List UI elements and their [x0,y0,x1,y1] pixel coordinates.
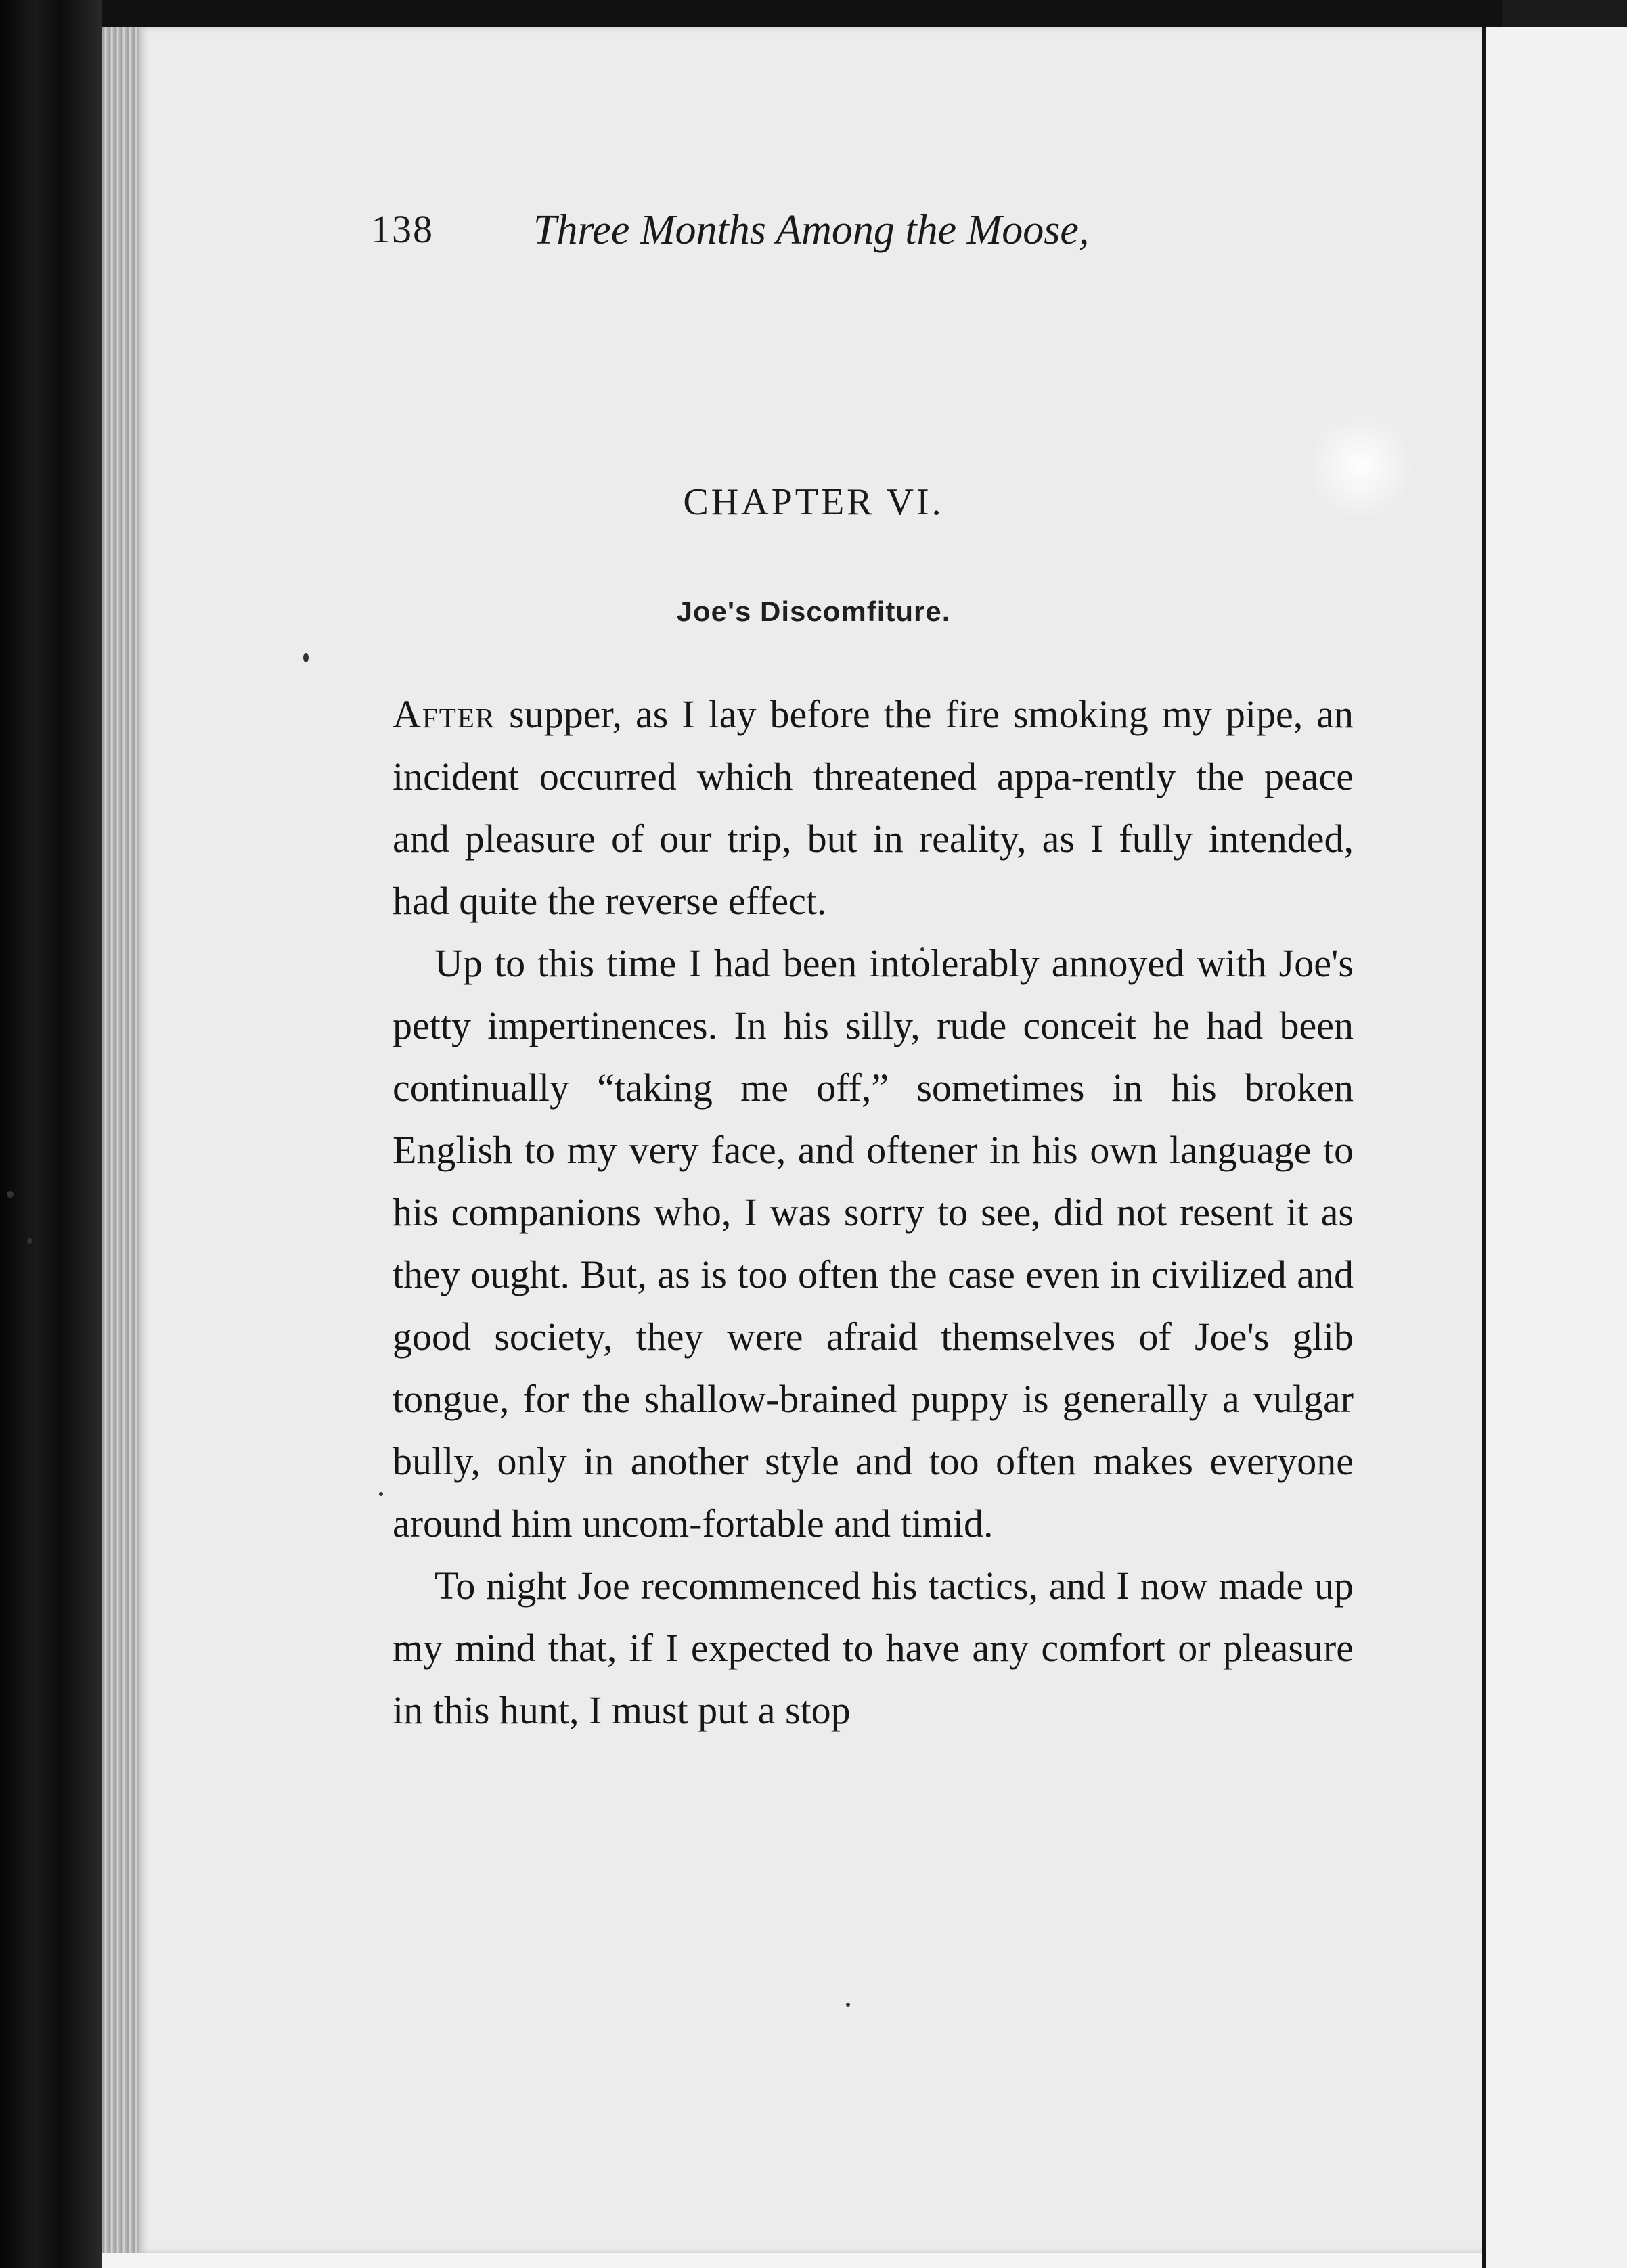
paragraph [393,683,1354,932]
right-top-edge [1502,0,1627,27]
scan-speck [379,1492,383,1496]
paragraph-text: To night Joe recommenced his tactics, and I now made up my mind that, if I expected to have any comfort or pleasure in this hunt, I must put a stop [393,1564,1354,1732]
page-edges [102,27,140,2253]
facing-page-edge [1482,27,1627,2268]
paragraph [393,932,1354,1555]
bottom-edge [102,2253,1482,2268]
top-edge [102,0,1627,27]
scan-speck [846,2003,850,2007]
paragraph-text: Up to this time I had been intolerably annoyed with Joe's petty impertinences. In his silly, rude conceit he had been continually “taking me off,” sometimes in his broken English to my very face, and oftener in his own language to his companions who, I was sorry to see, did not resent it as they ought. But, as is too often the case even in civilized and good society, they were afraid themselves of Joe's glib tongue, for the shallow-brained puppy is generally a vulgar bully, only in another style and too often makes everyone around him uncom-fortable and timid. [393,941,1354,1545]
paragraph-text: supper, as I lay before the fire smoking my pipe, an incident occurred which threatened appa-rently the peace and pleasure of our trip, but in reality, as I fully intended, had quite the reverse effect. [393,692,1354,923]
book-binding [0,0,102,2268]
scan-speck [7,1191,14,1198]
running-title: Three Months Among the Moose, [533,207,1090,253]
paragraph [393,1555,1354,1742]
chapter-heading: CHAPTER VI. [683,481,944,523]
page-number: 138 [371,207,434,251]
paragraph-lead-word: After [393,692,496,736]
chapter-subtitle: Joe's Discomfiture. [676,595,951,627]
running-header [371,206,1386,267]
scan-speck [303,653,309,662]
scan-speck [27,1238,32,1244]
body-text [393,683,1354,1742]
